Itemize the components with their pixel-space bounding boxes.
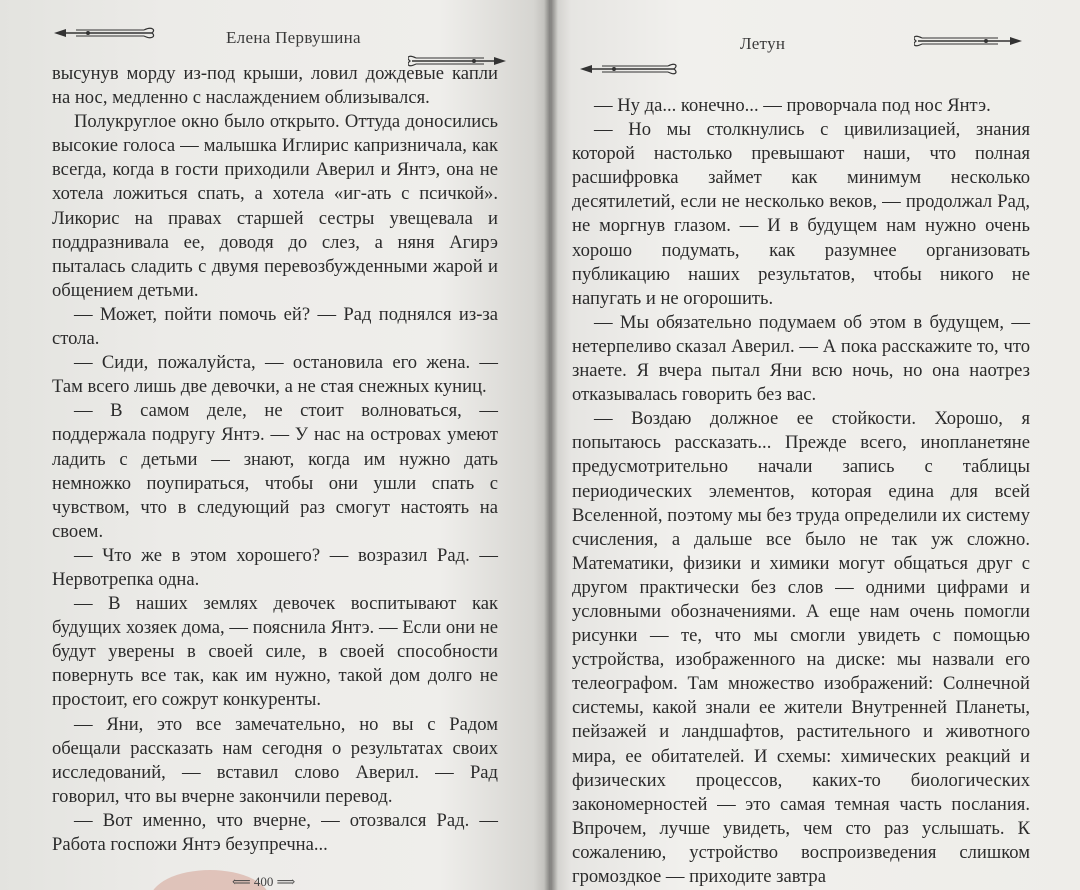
paragraph: — Может, пойти помочь ей? — Рад поднялся из-за стола. xyxy=(52,303,498,350)
flourish-ornament-icon xyxy=(578,58,678,80)
paragraph: высунув морду из-под крыши, ловил дождевые капли на нос, медленно с наслаждением облизывался. xyxy=(52,63,498,109)
flourish-ornament-icon xyxy=(914,30,1024,52)
left-header-ornament xyxy=(52,22,157,44)
paragraph: — Но мы столкнулись с цивилизацией, знания которой настолько превышают наши, что полная расшифровка займет как минимум несколько десятилетий, если не несколько веков, — продолжал Рад, не моргнув глазом. — И в будущем нам нужно очень хорошо подумать, как разумнее организовать публикацию наших результатов, чтобы никого не напугать и не огорошить. xyxy=(572,119,1030,309)
paragraph: — В самом деле, не стоит волноваться, — поддержала подругу Янтэ. — У нас на островах умеют ладить с детьми — знают, когда им нужно дать немножко поупираться, чтобы они ушли спать с чувством, что в следующий раз смогут настоять на своем. xyxy=(52,400,498,542)
paragraph: — Воздаю должное ее стойкости. Хорошо, я попытаюсь рассказать... Прежде всего, инопланетяне предусмотрительно начали запись с таблицы периодических элементов, которая едина для всей Вселенной, поэтому мы без труда определили их систему счисления, а дальше все было не так уж сложно. Математики, физики и химики могут общаться друг с другом практически без слов — одними цифрами и условными обозначениями. А еще нам очень помогли рисунки — те, что мы смогли увидеть с помощью устройства, изображенного на диске: мы назвали его телеографом. Там множество изображений: Солнечной системы, какой знали ее жители Внутренней Планеты, пейзажей и ландшафтов, растительного и животного мира, ее обитателей. И схемы: химических реакций и физических процессов, каких-то биологических закономерностей — это самая темная часть послания. Впрочем, лучше увидеть, чем сто раз услышать. К сожалению, устройство воспроизведения слишком громоздкое — приходите завтра xyxy=(572,408,1030,887)
page-number xyxy=(232,874,295,890)
flourish-ornament-icon xyxy=(52,22,157,44)
running-head: Летун xyxy=(740,34,786,53)
right-page xyxy=(550,0,1080,890)
paragraph: — Сиди, пожалуйста, — остановила его жена. — Там всего лишь две девочки, а не стая снежных куниц. xyxy=(52,352,498,398)
paragraph: — Что же в этом хорошего? — возразил Рад. — Нервотрепка одна. xyxy=(52,544,498,590)
right-header-ornament-right xyxy=(914,30,1024,52)
paragraph: Полукруглое окно было открыто. Оттуда доносились высокие голоса — малышка Иглирис капризничала, как всегда, когда в гости приходили Аверил и Янтэ, она не хотела ложиться спать, а хотела «иг-ать с псичкой». Ликорис на правах старшей сестры увещевала и поддразнивала ее, доводя до слез, а няня Агирэ пыталась сладить с двумя перевозбужденными жарой и общением детьми. xyxy=(52,111,498,301)
folio-left-arrow-icon: ⟸ xyxy=(232,874,254,889)
page-number-value: 400 xyxy=(253,874,274,889)
book-gutter xyxy=(544,0,558,890)
paragraph: — Яни, это все замечательно, но вы с Радом обещали рассказать нам сегодня о результатах своих исследований, — вставил слово Аверил. — Рад говорил, что вы вчерне закончили перевод. xyxy=(52,713,498,807)
right-header-ornament-left xyxy=(578,58,678,80)
right-body-text xyxy=(572,94,1030,889)
running-head: Елена Первушина xyxy=(226,28,361,47)
paragraph: — Ну да... конечно... — проворчала под нос Янтэ. xyxy=(594,95,991,116)
folio-right-arrow-icon: ⟹ xyxy=(273,874,296,889)
left-body-text xyxy=(52,62,498,857)
paragraph: — Мы обязательно подумаем об этом в будущем, — нетерпеливо сказал Аверил. — А пока расскажите то, что знаете. Я вчера пытал Яни всю ночь, но она наотрез отказывалась говорить без вас. xyxy=(572,311,1030,406)
paragraph: — Вот именно, что вчерне, — отозвался Рад. — Работа госпожи Янтэ безупречна... xyxy=(52,809,498,855)
paragraph: — В наших землях девочек воспитывают как будущих хозяек дома, — пояснила Янтэ. — Если они не будут уверены в своей силе, в своей способности повернуть все так, как им нужно, такой дом долго не простоит, его сожрут конкуренты. xyxy=(52,593,498,711)
